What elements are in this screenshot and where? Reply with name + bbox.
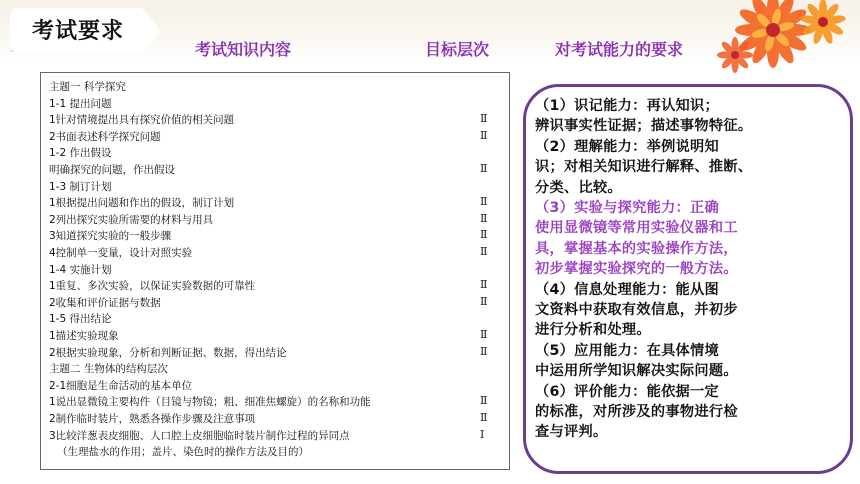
ability-line: 中运用所学知识解决实际问题。 bbox=[535, 363, 738, 380]
ability-line: 具，掌握基本的实验操作方法， bbox=[535, 240, 738, 257]
requirement-row: 4控制单一变量，设计对照实验 bbox=[49, 247, 193, 259]
requirement-level: Ⅰ bbox=[480, 427, 485, 441]
ability-line: 查与评判。 bbox=[535, 424, 608, 441]
requirement-level: Ⅱ bbox=[480, 328, 488, 341]
requirement-row: 主题一 科学探究 bbox=[49, 81, 126, 93]
requirement-row: 3知道探究实验的一般步骤 bbox=[49, 230, 172, 243]
column-header-level: 目标层次 bbox=[425, 40, 490, 59]
ability-requirements-panel bbox=[523, 84, 853, 474]
requirement-row: 2列出探究实验所需要的材料与用具 bbox=[49, 213, 214, 226]
requirement-row: 2书面表述科学探究问题 bbox=[49, 130, 161, 143]
requirement-level: Ⅱ bbox=[480, 162, 488, 175]
ability-line: （2）理解能力：举例说明知 bbox=[535, 138, 720, 155]
requirement-row: 1针对情境提出具有探究价值的相关问题 bbox=[49, 114, 235, 127]
ability-line: （3）实验与探究能力：正确 bbox=[535, 200, 720, 216]
requirement-row: 2收集和评价证据与数据 bbox=[49, 296, 161, 309]
flower-decoration-icon bbox=[705, 0, 855, 80]
ability-line: 辨识事实性证据；描述事物特征。 bbox=[535, 118, 753, 135]
column-header-knowledge: 考试知识内容 bbox=[195, 40, 292, 59]
requirement-row: 1-4 实施计划 bbox=[49, 263, 112, 276]
requirement-level: Ⅱ bbox=[480, 278, 488, 292]
requirement-row: 1-1 提出问题 bbox=[49, 97, 112, 110]
ability-line: （4）信息处理能力：能从图 bbox=[535, 281, 720, 298]
requirement-row: 2根据实验现象，分析和判断证据、数据，得出结论 bbox=[49, 346, 287, 359]
ability-line: （5）应用能力：在具体情境 bbox=[535, 342, 720, 359]
requirement-row: 1描述实验现象 bbox=[49, 330, 119, 342]
requirement-level: Ⅱ bbox=[480, 211, 488, 225]
requirement-level: Ⅱ bbox=[480, 245, 488, 258]
requirement-level: Ⅱ bbox=[480, 411, 488, 424]
ability-line: 文资料中获取有效信息，并初步 bbox=[535, 302, 738, 318]
requirement-row: 1重复、多次实验，以保证实验数据的可靠性 bbox=[49, 280, 256, 293]
page-title: 考试要求 bbox=[32, 19, 125, 44]
requirement-level: Ⅱ bbox=[480, 112, 488, 126]
ability-line: 使用显微镜等常用实验仪器和工 bbox=[535, 220, 738, 237]
requirement-row: 1根据提出问题和作出的假设，制订计划 bbox=[49, 197, 235, 210]
requirements-table bbox=[40, 72, 510, 470]
ability-line: （1）识记能力：再认知识； bbox=[535, 98, 720, 114]
requirement-row: 1说出显微镜主要构件（目镜与物镜；粗、细准焦螺旋）的名称和功能 bbox=[49, 396, 371, 409]
ability-line: （6）评价能力：能依据一定 bbox=[535, 383, 720, 400]
requirement-row: 明确探究的问题，作出假设 bbox=[49, 164, 175, 176]
ability-line: 进行分析和处理。 bbox=[535, 322, 651, 339]
requirement-row: 2-1细胞是生命活动的基本单位 bbox=[49, 379, 193, 392]
requirement-level: Ⅱ bbox=[480, 128, 488, 142]
requirement-level: Ⅱ bbox=[480, 228, 488, 242]
ability-line: 识；对相关知识进行解释、推断、 bbox=[535, 159, 753, 176]
requirement-row: （生理盐水的作用；盖片、染色时的操作方法及目的） bbox=[57, 446, 309, 459]
requirement-level: Ⅱ bbox=[480, 294, 488, 308]
requirement-row: 1-5 得出结论 bbox=[49, 313, 112, 326]
requirement-level: Ⅱ bbox=[480, 195, 488, 209]
requirement-level: Ⅱ bbox=[480, 344, 488, 358]
requirement-row: 3比较洋葱表皮细胞、人口腔上皮细胞临时装片制作过程的异同点 bbox=[49, 429, 350, 442]
ability-line: 初步掌握实验探究的一般方法。 bbox=[535, 261, 738, 278]
requirement-row: 主题二 生物体的结构层次 bbox=[49, 363, 168, 376]
requirement-level: Ⅱ bbox=[480, 394, 488, 408]
ability-line: 的标准，对所涉及的事物进行检 bbox=[535, 404, 738, 420]
requirement-row: 1-3 制订计划 bbox=[49, 180, 112, 193]
ability-line: 分类、比较。 bbox=[535, 179, 622, 196]
column-header-ability: 对考试能力的要求 bbox=[555, 40, 684, 59]
requirement-row: 2制作临时装片，熟悉各操作步骤及注意事项 bbox=[49, 413, 256, 425]
requirement-row: 1-2 作出假设 bbox=[49, 147, 112, 160]
